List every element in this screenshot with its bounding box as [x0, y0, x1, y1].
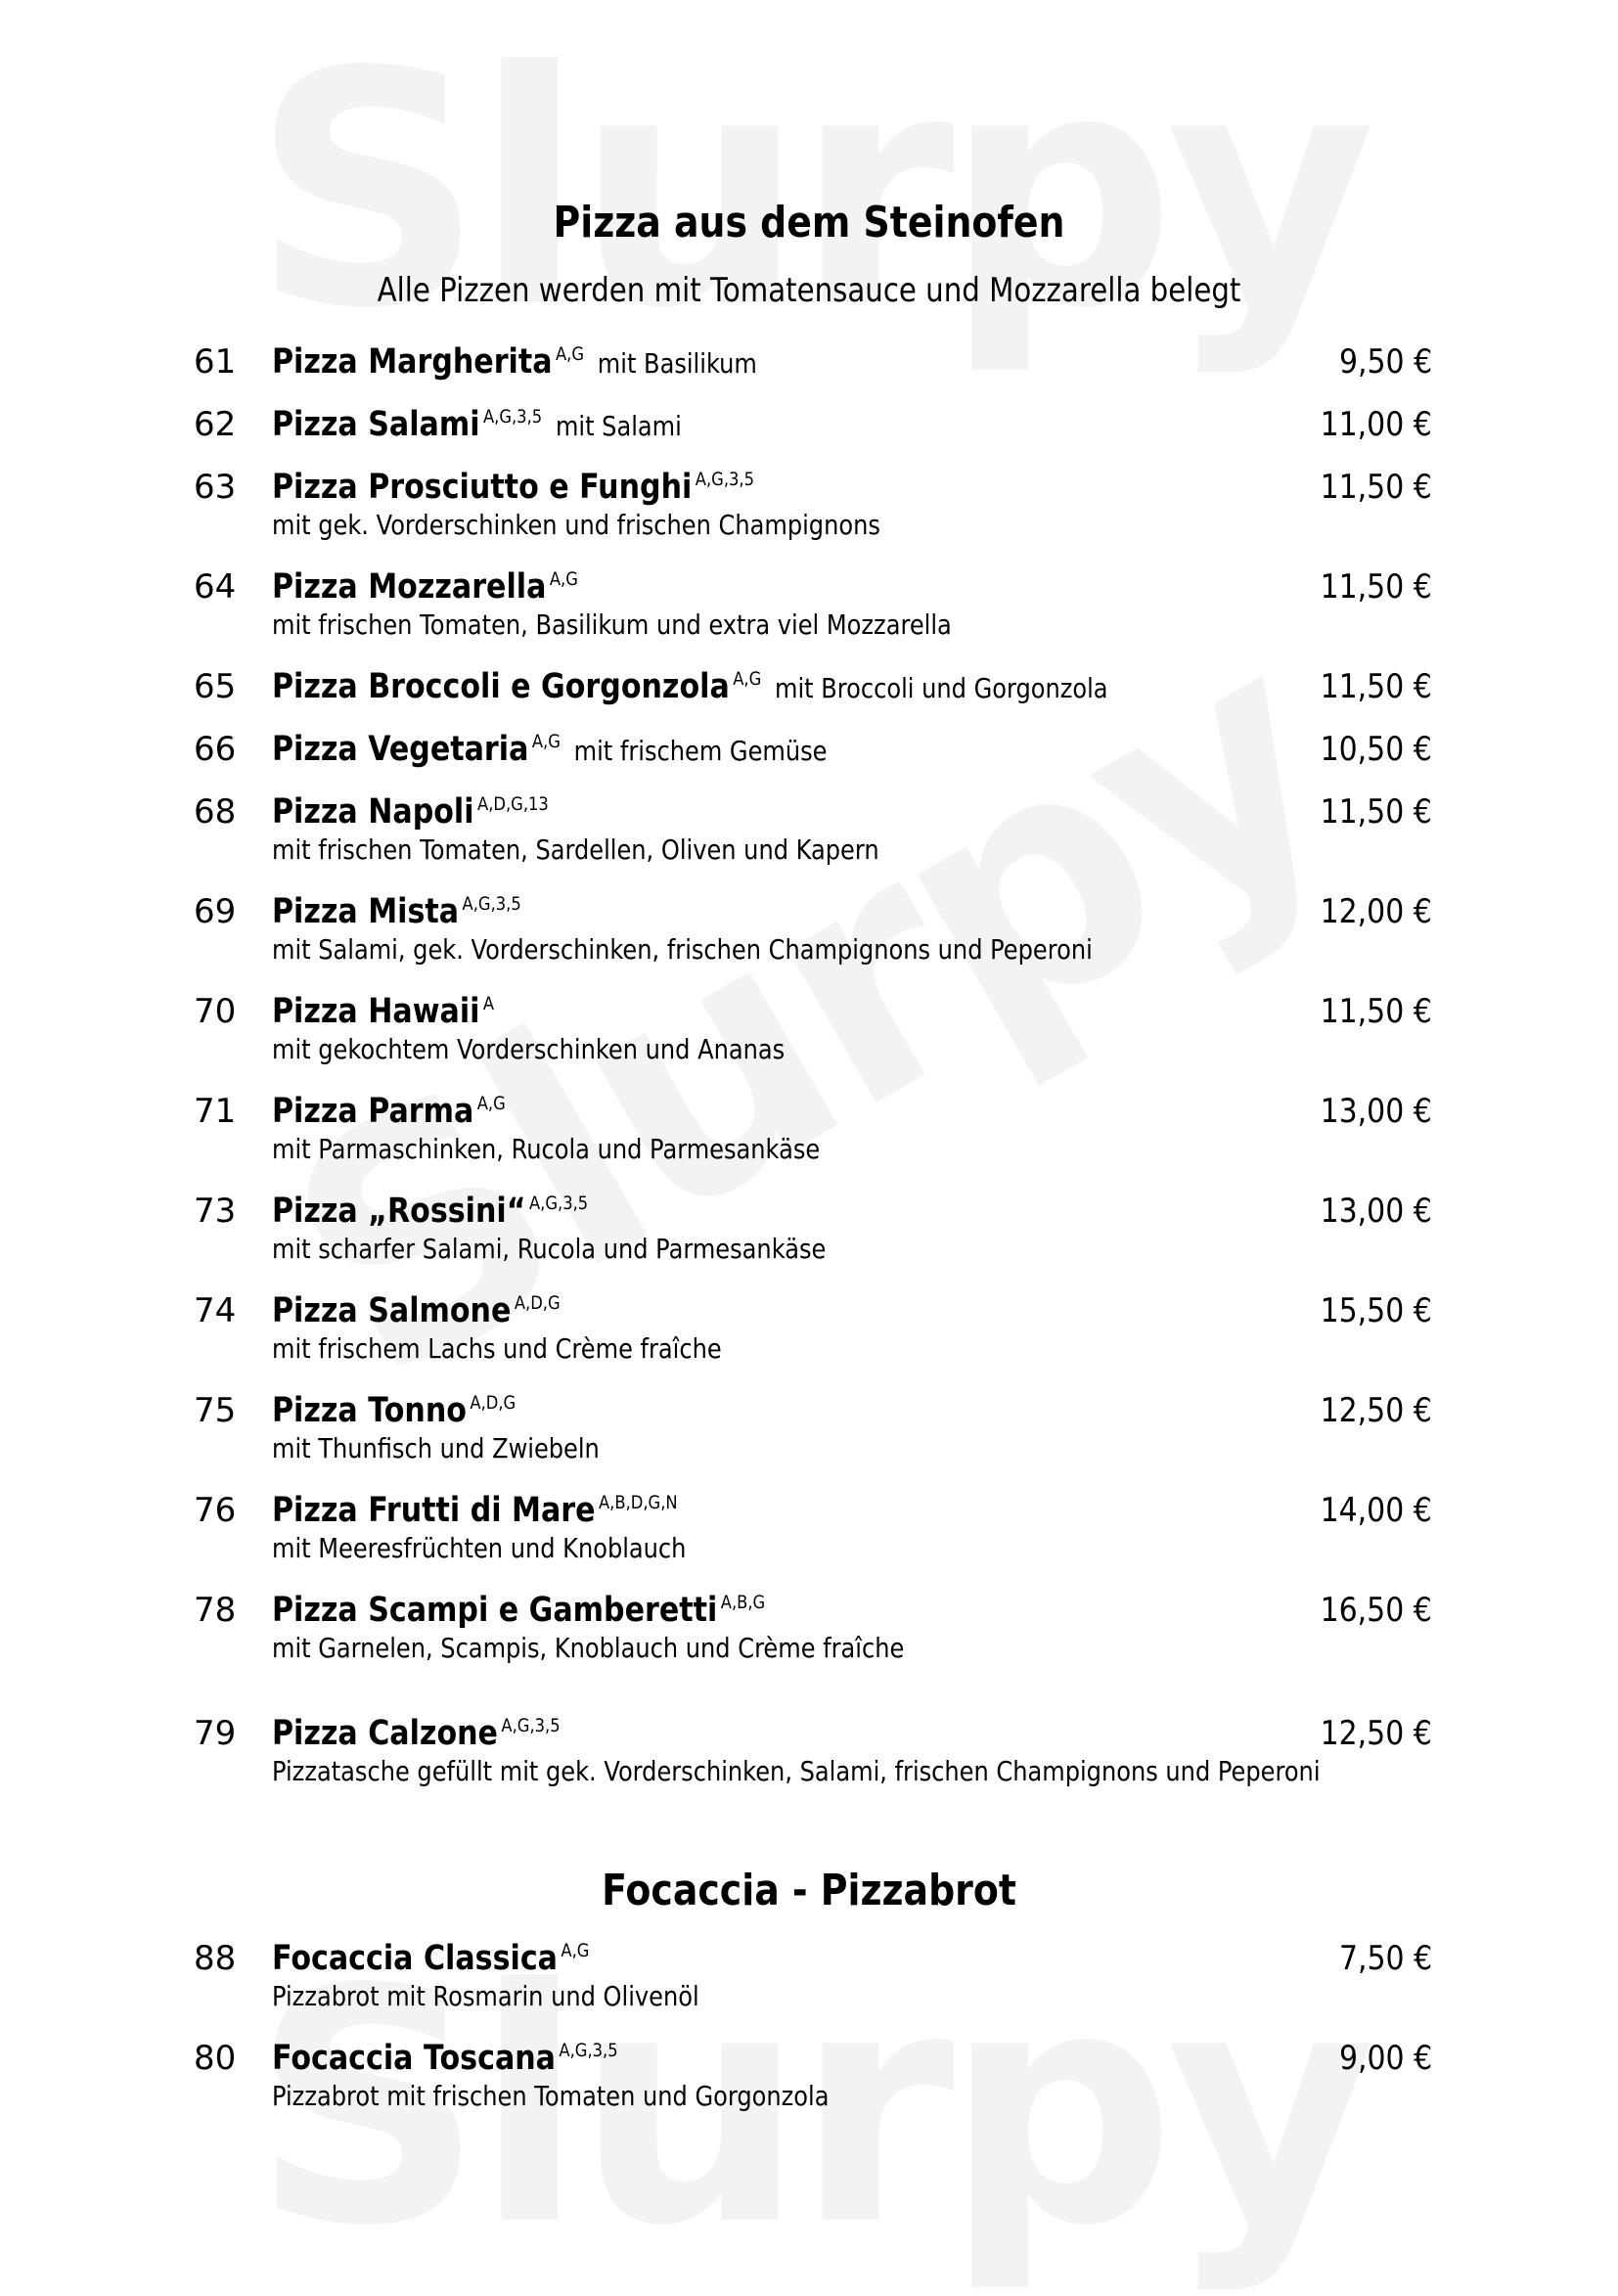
- item-number: 75: [194, 1391, 237, 1430]
- menu-item: [0, 2039, 1618, 2127]
- item-price: 10,50 €: [1320, 730, 1432, 769]
- item-number: 76: [194, 1491, 237, 1530]
- item-line: [272, 1714, 561, 1753]
- item-number: 68: [194, 792, 237, 832]
- item-line: [272, 1591, 765, 1630]
- menu-item: [0, 1192, 1618, 1280]
- item-allergens: A: [482, 993, 495, 1014]
- item-allergens: A,B,D,G,N: [599, 1492, 678, 1513]
- item-allergens: A,G: [556, 343, 585, 365]
- item-allergens: A,G: [733, 668, 762, 690]
- item-description: mit Salami, gek. Vorderschinken, frischen Champignons und Peperoni: [272, 933, 1093, 966]
- item-allergens: A,G: [476, 1093, 506, 1114]
- item-description: mit Thunfisch und Zwiebeln: [272, 1432, 600, 1464]
- item-name: Pizza Broccoli e Gorgonzola: [272, 667, 730, 706]
- item-price: 11,00 €: [1320, 405, 1432, 444]
- item-allergens: A,G,3,5: [462, 893, 521, 915]
- menu-item: [0, 1591, 1618, 1679]
- item-price: 14,00 €: [1320, 1491, 1432, 1530]
- item-line: [272, 892, 521, 931]
- item-name: Pizza Parma: [272, 1092, 474, 1131]
- item-description: mit Meeresfrüchten und Knoblauch: [272, 1532, 687, 1564]
- item-number: 63: [194, 468, 237, 507]
- item-name: Pizza Hawaii: [272, 992, 480, 1031]
- item-number: 65: [194, 667, 237, 706]
- item-name: Pizza Salmone: [272, 1291, 512, 1330]
- item-number: 62: [194, 405, 237, 444]
- item-allergens: A,D,G: [514, 1292, 561, 1314]
- item-number: 80: [194, 2039, 237, 2078]
- item-allergens: A,D,G,13: [477, 793, 549, 815]
- item-price: 9,50 €: [1338, 342, 1432, 382]
- item-name: Pizza Scampi e Gamberetti: [272, 1591, 718, 1630]
- menu-item: [0, 1291, 1618, 1379]
- item-number: 74: [194, 1291, 237, 1330]
- item-name: Pizza Tonno: [272, 1391, 467, 1430]
- item-description: mit scharfer Salami, Rucola und Parmesankäse: [272, 1233, 827, 1265]
- item-description: mit gekochtem Vorderschinken und Ananas: [272, 1033, 786, 1065]
- item-name: Pizza „Rossini“: [272, 1192, 526, 1231]
- item-name: Focaccia Toscana: [272, 2039, 556, 2078]
- item-name: Pizza Mozzarella: [272, 567, 547, 607]
- menu-item: [0, 468, 1618, 556]
- item-description: mit frischen Tomaten, Basilikum und extra viel Mozzarella: [272, 608, 952, 641]
- item-line: [272, 667, 1108, 706]
- item-description: mit Broccoli und Gorgonzola: [774, 672, 1108, 704]
- item-line: [272, 730, 827, 769]
- item-name: Pizza Napoli: [272, 792, 474, 832]
- item-price: 11,50 €: [1320, 792, 1432, 832]
- section-title: Focaccia - Pizzabrot: [602, 1866, 1016, 1915]
- item-number: 78: [194, 1591, 237, 1630]
- item-price: 13,00 €: [1320, 1092, 1432, 1131]
- menu-item: [0, 1491, 1618, 1579]
- item-line: [272, 342, 757, 382]
- item-number: 69: [194, 892, 237, 931]
- item-number: 88: [194, 1939, 237, 1978]
- item-allergens: A,G,3,5: [501, 1715, 561, 1736]
- item-description: mit frischem Gemüse: [573, 735, 828, 767]
- item-line: [272, 1391, 516, 1430]
- menu-item: [0, 1391, 1618, 1479]
- item-description: Pizzatasche gefüllt mit gek. Vorderschinken, Salami, frischen Champignons und Peperoni: [272, 1755, 1321, 1787]
- item-allergens: A,G,3,5: [559, 2040, 618, 2061]
- item-description: mit Parmaschinken, Rucola und Parmesankäse: [272, 1133, 821, 1165]
- item-allergens: A,G: [531, 731, 561, 752]
- item-price: 11,50 €: [1320, 667, 1432, 706]
- item-name: Pizza Mista: [272, 892, 460, 931]
- item-number: 70: [194, 992, 237, 1031]
- item-line: [272, 567, 578, 607]
- item-allergens: A,D,G: [470, 1392, 517, 1414]
- item-price: 12,50 €: [1320, 1391, 1432, 1430]
- item-allergens: A,B,G: [720, 1592, 766, 1613]
- item-line: [272, 792, 549, 832]
- item-line: [272, 2039, 618, 2078]
- item-allergens: A,G,3,5: [528, 1193, 589, 1214]
- item-line: [272, 405, 682, 444]
- item-description: mit frischen Tomaten, Sardellen, Oliven und Kapern: [272, 833, 879, 866]
- menu-item: [0, 992, 1618, 1080]
- item-allergens: A,G: [549, 568, 578, 590]
- section-title: Pizza aus dem Steinofen: [553, 198, 1065, 248]
- item-number: 66: [194, 730, 237, 769]
- item-price: 12,50 €: [1320, 1714, 1432, 1753]
- item-name: Focaccia Classica: [272, 1939, 558, 1978]
- item-description: mit Salami: [555, 410, 682, 442]
- item-number: 79: [194, 1714, 237, 1753]
- item-line: [272, 1092, 506, 1131]
- menu-item: [0, 567, 1618, 655]
- item-number: 71: [194, 1092, 237, 1131]
- menu-item: [0, 1939, 1618, 2027]
- item-description: mit gek. Vorderschinken und frischen Champignons: [272, 509, 880, 541]
- item-line: [272, 1939, 589, 1978]
- item-price: 9,00 €: [1338, 2039, 1432, 2078]
- item-price: 7,50 €: [1338, 1939, 1432, 1978]
- section-subtitle: Alle Pizzen werden mit Tomatensauce und Mozzarella belegt: [377, 271, 1241, 310]
- item-allergens: A,G,3,5: [695, 469, 755, 490]
- menu-item: [0, 892, 1618, 980]
- item-number: 61: [194, 342, 237, 382]
- item-line: [272, 1192, 588, 1231]
- item-description: Pizzabrot mit frischen Tomaten und Gorgonzola: [272, 2080, 830, 2112]
- item-name: Pizza Frutti di Mare: [272, 1491, 596, 1530]
- item-description: mit frischem Lachs und Crème fraîche: [272, 1332, 722, 1365]
- item-name: Pizza Prosciutto e Funghi: [272, 468, 693, 507]
- item-description: mit Basilikum: [597, 347, 757, 380]
- item-description: Pizzabrot mit Rosmarin und Olivenöl: [272, 1980, 699, 2012]
- item-price: 11,50 €: [1320, 992, 1432, 1031]
- item-name: Pizza Vegetaria: [272, 730, 529, 769]
- item-line: [272, 992, 494, 1031]
- item-name: Pizza Salami: [272, 405, 480, 444]
- item-price: 16,50 €: [1320, 1591, 1432, 1630]
- item-line: [272, 1491, 678, 1530]
- item-price: 11,50 €: [1320, 567, 1432, 607]
- item-line: [272, 468, 754, 507]
- item-price: 11,50 €: [1320, 468, 1432, 507]
- menu-item: [0, 1092, 1618, 1180]
- item-description: mit Garnelen, Scampis, Knoblauch und Crème fraîche: [272, 1632, 905, 1664]
- item-price: 12,00 €: [1320, 892, 1432, 931]
- item-number: 64: [194, 567, 237, 607]
- item-name: Pizza Calzone: [272, 1714, 498, 1753]
- item-price: 13,00 €: [1320, 1192, 1432, 1231]
- item-name: Pizza Margherita: [272, 342, 553, 382]
- item-line: [272, 1291, 561, 1330]
- item-allergens: A,G: [561, 1940, 590, 1961]
- item-price: 15,50 €: [1320, 1291, 1432, 1330]
- item-allergens: A,G,3,5: [482, 406, 543, 428]
- menu-item: [0, 792, 1618, 880]
- menu-item: [0, 1714, 1618, 1802]
- item-number: 73: [194, 1192, 237, 1231]
